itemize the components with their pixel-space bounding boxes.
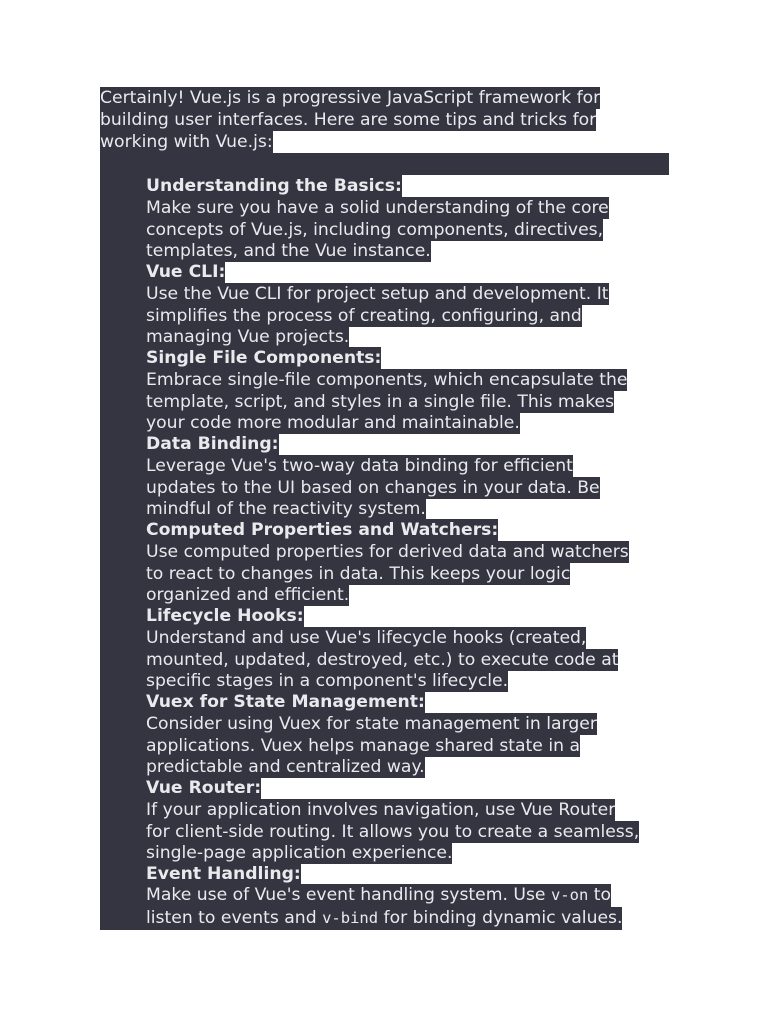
tip-line: mounted, updated, destroyed, etc.) to execute code at: [100, 649, 618, 671]
tip-title: Computed Properties and Watchers:: [100, 519, 498, 541]
tip-title: Vuex for State Management:: [100, 691, 425, 713]
tip-line: Make sure you have a solid understanding of the core: [100, 197, 609, 219]
tip-text: for binding dynamic values.: [378, 908, 623, 928]
tip-line: for client-side routing. It allows you to create a seamless,: [100, 821, 639, 843]
blank-line: [100, 153, 669, 175]
tip-line: mindful of the reactivity system.: [100, 498, 426, 520]
tip-line: concepts of Vue.js, including components, directives,: [100, 219, 603, 241]
tip-line: templates, and the Vue instance.: [100, 240, 431, 262]
tip-text: Make use of Vue's event handling system. Use: [146, 885, 551, 905]
tip-title: Understanding the Basics:: [100, 175, 402, 197]
tip-line: to react to changes in data. This keeps your logic: [100, 563, 570, 585]
tip-line: Understand and use Vue's lifecycle hooks (created,: [100, 627, 586, 649]
tip-title: Vue CLI:: [100, 261, 225, 283]
tip-line: Use computed properties for derived data and watchers: [100, 541, 629, 563]
intro-line: building user interfaces. Here are some tips and tricks for: [100, 110, 597, 130]
tip-line: template, script, and styles in a single file. This makes: [100, 391, 614, 413]
tip-line: [100, 907, 622, 930]
tip-line: Use the Vue CLI for project setup and development. It: [100, 283, 609, 305]
tip-title: Vue Router:: [100, 777, 261, 799]
tip-line: predictable and centralized way.: [100, 756, 425, 778]
tip-text: to: [588, 885, 612, 905]
tip-line: specific stages in a component's lifecycle.: [100, 670, 508, 692]
tip-line: your code more modular and maintainable.: [100, 412, 520, 434]
tip-line: updates to the UI based on changes in your data. Be: [100, 477, 600, 499]
tip-line: single-page application experience.: [100, 842, 452, 864]
inline-code: v-on: [550, 886, 589, 904]
intro-line: working with Vue.js:: [100, 132, 273, 152]
tip-line: Leverage Vue's two-way data binding for efficient: [100, 455, 573, 477]
tip-title: Single File Components:: [100, 347, 381, 369]
tip-line: organized and efficient.: [100, 584, 349, 606]
tip-line: [100, 884, 611, 908]
tip-title: Data Binding:: [100, 433, 279, 455]
tip-line: Consider using Vuex for state management in larger: [100, 713, 597, 735]
tip-text: listen to events and: [146, 908, 323, 928]
intro-line: Certainly! Vue.js is a progressive JavaScript framework for: [100, 88, 601, 108]
tip-line: applications. Vuex helps manage shared state in a: [100, 735, 580, 757]
tip-line: managing Vue projects.: [100, 326, 349, 348]
tip-line: If your application involves navigation, use Vue Router: [100, 799, 615, 821]
inline-code: v-bind: [322, 909, 379, 927]
tip-title: Lifecycle Hooks:: [100, 605, 304, 627]
tip-title: Event Handling:: [100, 863, 301, 885]
tip-line: Embrace single-file components, which encapsulate the: [100, 369, 627, 391]
tip-line: simplifies the process of creating, configuring, and: [100, 305, 582, 327]
